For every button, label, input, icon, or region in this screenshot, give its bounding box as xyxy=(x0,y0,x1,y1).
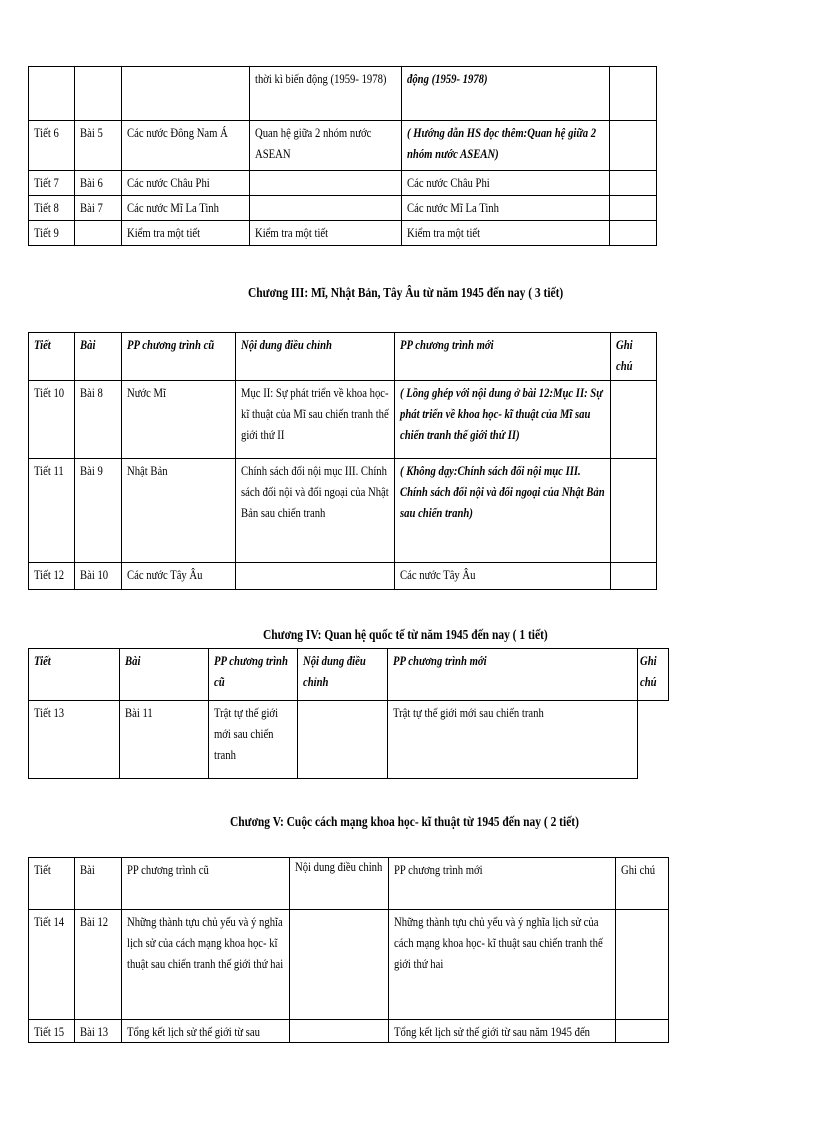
cell-old-program: Trật tự thế giới mới sau chiến tranh xyxy=(209,701,298,779)
cell-note xyxy=(616,910,669,1020)
header-tiet: Tiết xyxy=(29,858,75,910)
cell-new-program: ( Không dạy:Chính sách đối nội mục III. Chính sách đối nội và đối ngoại của Nhật Bản sau chiến tranh) xyxy=(395,459,611,563)
cell-bai: Bài 11 xyxy=(120,701,209,779)
cell-adjustment xyxy=(236,563,395,590)
cell-bai: Bài 5 xyxy=(75,121,122,171)
cell-new-program: Tổng kết lịch sử thế giới từ sau năm 1945 đến xyxy=(389,1020,616,1043)
header-tiet: Tiết xyxy=(29,333,75,381)
cell-tiet xyxy=(29,67,75,121)
table-row xyxy=(29,563,657,590)
cell-adjustment: Mục II: Sự phát triển về khoa học- kĩ thuật của Mĩ sau chiến tranh thế giới thứ II xyxy=(236,381,395,459)
table-row xyxy=(29,381,657,459)
chapter-5-title: Chương V: Cuộc cách mạng khoa học- kĩ thuật từ 1945 đến nay ( 2 tiết) xyxy=(230,815,579,830)
header-tiet: Tiết xyxy=(29,649,120,701)
cell-old-program: Các nước Tây Âu xyxy=(122,563,236,590)
cell-bai: Bài 8 xyxy=(75,381,122,459)
header-new-program: PP chương trình mới xyxy=(388,649,638,701)
cell-bai: Bài 10 xyxy=(75,563,122,590)
table-header-row xyxy=(29,858,669,910)
cell-adjustment xyxy=(250,196,402,221)
cell-adjustment: Kiểm tra một tiết xyxy=(250,221,402,246)
header-adjustment: Nội dung điều chỉnh xyxy=(290,858,389,910)
cell-new-program: Các nước Châu Phi xyxy=(402,171,610,196)
header-new-program: PP chương trình mới xyxy=(395,333,611,381)
chapter-3-title: Chương III: Mĩ, Nhật Bản, Tây Âu từ năm 1945 đến nay ( 3 tiết) xyxy=(248,286,564,301)
chapter-3-table xyxy=(28,332,657,590)
table-row xyxy=(29,196,657,221)
header-bai: Bài xyxy=(120,649,209,701)
cell-note xyxy=(610,171,657,196)
cell-new-program: Kiểm tra một tiết xyxy=(402,221,610,246)
header-old-program: PP chương trình cũ xyxy=(122,333,236,381)
cell-tiet: Tiết 10 xyxy=(29,381,75,459)
table-row xyxy=(29,459,657,563)
header-new-program: PP chương trình mới xyxy=(389,858,616,910)
cell-note xyxy=(616,1020,669,1043)
cell-old-program: Tổng kết lịch sử thế giới từ sau xyxy=(122,1020,290,1043)
header-adjustment: Nội dung điều chỉnh xyxy=(298,649,388,701)
cell-adjustment xyxy=(290,1020,389,1043)
cell-note xyxy=(610,121,657,171)
table-row xyxy=(29,1020,669,1043)
cell-new-program: động (1959- 1978) xyxy=(402,67,610,121)
cell-note xyxy=(611,459,657,563)
header-old-program: PP chương trình cũ xyxy=(209,649,298,701)
table-row xyxy=(29,171,657,196)
cell-note xyxy=(610,196,657,221)
cell-tiet: Tiết 11 xyxy=(29,459,75,563)
table-row xyxy=(29,910,669,1020)
cell-bai: Bài 6 xyxy=(75,171,122,196)
cell-old-program: Các nước Châu Phi xyxy=(122,171,250,196)
table-header-row xyxy=(29,333,657,381)
header-note: Ghi chú xyxy=(616,858,669,910)
cell-new-program: ( Hướng dẫn HS đọc thêm:Quan hệ giữa 2 nhóm nước ASEAN) xyxy=(402,121,610,171)
header-bai: Bài xyxy=(75,858,122,910)
cell-new-program: Các nước Mĩ La Tinh xyxy=(402,196,610,221)
chapter-4-table xyxy=(28,648,669,779)
cell-old-program: Các nước Mĩ La Tinh xyxy=(122,196,250,221)
cell-bai xyxy=(75,67,122,121)
cell-adjustment xyxy=(290,910,389,1020)
cell-old-program: Những thành tựu chủ yếu và ý nghĩa lịch sử của cách mạng khoa học- kĩ thuật sau chiến tranh thế giới thứ hai xyxy=(122,910,290,1020)
header-bai: Bài xyxy=(75,333,122,381)
table-row xyxy=(29,121,657,171)
cell-new-program: ( Lồng ghép với nội dung ở bài 12:Mục II: Sự phát triển về khoa học- kĩ thuật của Mĩ sau chiến tranh thế giới thứ II) xyxy=(395,381,611,459)
cell-note xyxy=(611,563,657,590)
cell-tiet: Tiết 12 xyxy=(29,563,75,590)
cell-new-program: Những thành tựu chủ yếu và ý nghĩa lịch sử của cách mạng khoa học- kĩ thuật sau chiến tranh thế giới thứ hai xyxy=(389,910,616,1020)
cell-adjustment: Chính sách đối nội mục III. Chính sách đối nội và đối ngoại của Nhật Bản sau chiến tranh xyxy=(236,459,395,563)
chapter-5-table xyxy=(28,857,669,1043)
cell-old-program: Các nước Đông Nam Á xyxy=(122,121,250,171)
cell-tiet: Tiết 6 xyxy=(29,121,75,171)
cell-new-program: Các nước Tây Âu xyxy=(395,563,611,590)
cell-tiet: Tiết 13 xyxy=(29,701,120,779)
chapter-4-title: Chương IV: Quan hệ quốc tế từ năm 1945 đến nay ( 1 tiết) xyxy=(263,628,548,643)
cell-adjustment xyxy=(298,701,388,779)
table-row xyxy=(29,221,657,246)
cell-old-program: Kiểm tra một tiết xyxy=(122,221,250,246)
cell-bai: Bài 7 xyxy=(75,196,122,221)
cell-tiet: Tiết 7 xyxy=(29,171,75,196)
cell-note xyxy=(610,67,657,121)
header-note: Ghi chú xyxy=(611,333,657,381)
cell-bai: Bài 9 xyxy=(75,459,122,563)
header-note: Ghi chú xyxy=(638,649,669,701)
cell-note xyxy=(611,381,657,459)
cell-adjustment: thời kì biến động (1959- 1978) xyxy=(250,67,402,121)
header-old-program: PP chương trình cũ xyxy=(122,858,290,910)
cell-bai: Bài 13 xyxy=(75,1020,122,1043)
cell-tiet: Tiết 8 xyxy=(29,196,75,221)
cell-tiet: Tiết 9 xyxy=(29,221,75,246)
table-row xyxy=(29,701,669,779)
cell-old-program: Nhật Bản xyxy=(122,459,236,563)
cell-tiet: Tiết 14 xyxy=(29,910,75,1020)
cell-bai: Bài 12 xyxy=(75,910,122,1020)
table-header-row xyxy=(29,649,669,701)
curriculum-table-continued xyxy=(28,66,657,246)
cell-note xyxy=(610,221,657,246)
cell-old-program: Nước Mĩ xyxy=(122,381,236,459)
cell-bai xyxy=(75,221,122,246)
cell-old-program xyxy=(122,67,250,121)
header-adjustment: Nội dung điều chỉnh xyxy=(236,333,395,381)
table-row xyxy=(29,67,657,121)
cell-new-program: Trật tự thế giới mới sau chiến tranh xyxy=(388,701,638,779)
cell-adjustment xyxy=(250,171,402,196)
cell-tiet: Tiết 15 xyxy=(29,1020,75,1043)
cell-adjustment: Quan hệ giữa 2 nhóm nước ASEAN xyxy=(250,121,402,171)
cell-note xyxy=(638,701,669,779)
